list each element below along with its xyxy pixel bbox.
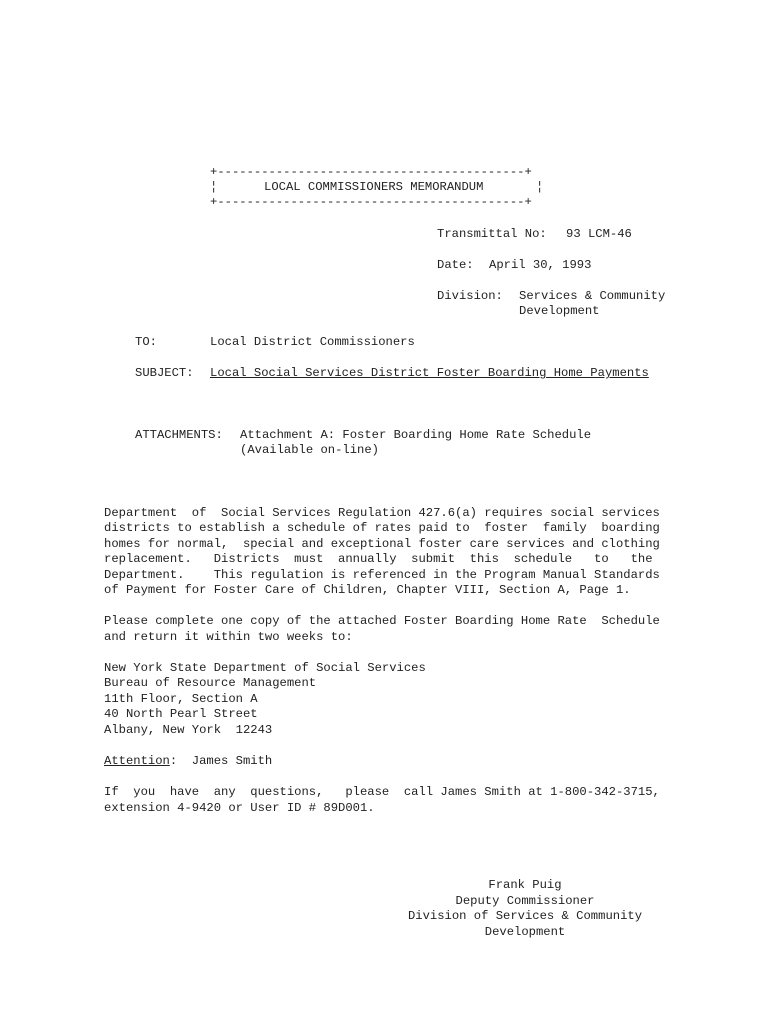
memo-header-border-bottom: +------------------------------------------+ xyxy=(210,195,532,209)
transmittal-label: Transmittal No: xyxy=(437,227,547,241)
body-paragraph-line: districts to establish a schedule of rates paid to foster family boarding xyxy=(104,521,660,535)
address-line: 40 North Pearl Street xyxy=(104,707,258,721)
memo-header-pipe-right: ¦ xyxy=(536,180,544,194)
signature-title: Deputy Commissioner xyxy=(455,893,595,908)
address-line: New York State Department of Social Services xyxy=(104,661,426,675)
attention-line xyxy=(104,754,272,770)
body-paragraph-line: homes for normal, special and exceptional foster care services and clothing xyxy=(104,537,660,551)
date-label: Date: xyxy=(437,258,474,272)
address-line: 11th Floor, Section A xyxy=(104,692,258,706)
attention-value: : James Smith xyxy=(169,754,273,768)
memo-header-pipe-left: ¦ xyxy=(210,180,218,194)
division-label: Division: xyxy=(437,289,503,303)
division-value-line2: Development xyxy=(519,304,600,318)
attachments-line2: (Available on-line) xyxy=(240,443,379,457)
memo-header-border-top: +------------------------------------------+ xyxy=(210,165,532,179)
division-value-line1: Services & Community xyxy=(519,289,666,303)
attachments-line1: Attachment A: Foster Boarding Home Rate Schedule xyxy=(240,428,592,442)
to-label: TO: xyxy=(135,335,157,349)
date-value: April 30, 1993 xyxy=(489,258,592,272)
body-paragraph-line: Department. This regulation is referenced in the Program Manual Standards xyxy=(104,568,660,582)
attachments-label: ATTACHMENTS: xyxy=(135,428,223,442)
subject-value: Local Social Services District Foster Boarding Home Payments xyxy=(210,366,649,380)
attention-label: Attention xyxy=(104,754,170,768)
signature-block xyxy=(380,878,670,940)
to-value: Local District Commissioners xyxy=(210,335,415,349)
body-paragraph-line: If you have any questions, please call James Smith at 1-800-342-3715, xyxy=(104,785,660,799)
signature-division-line1: Division of Services & Community xyxy=(407,909,643,923)
subject-label: SUBJECT: xyxy=(135,366,194,380)
address-line: Bureau of Resource Management xyxy=(104,676,317,690)
body-paragraph-line: Please complete one copy of the attached Foster Boarding Home Rate Schedule xyxy=(104,614,660,628)
body-paragraph-line: and return it within two weeks to: xyxy=(104,630,353,644)
body-paragraph-line: extension 4-9420 or User ID # 89D001. xyxy=(104,801,375,815)
memo-header-title: LOCAL COMMISSIONERS MEMORANDUM xyxy=(264,180,484,194)
signature-division-line2: Development xyxy=(484,924,566,939)
body-paragraph-line: of Payment for Foster Care of Children, Chapter VIII, Section A, Page 1. xyxy=(104,583,631,597)
signature-name: Frank Puig xyxy=(488,878,562,892)
body-paragraph-line: replacement. Districts must annually submit this schedule to the xyxy=(104,552,653,566)
body-paragraph-line: Department of Social Services Regulation 427.6(a) requires social services xyxy=(104,506,660,520)
transmittal-value: 93 LCM-46 xyxy=(566,227,632,241)
address-line: Albany, New York 12243 xyxy=(104,723,273,737)
